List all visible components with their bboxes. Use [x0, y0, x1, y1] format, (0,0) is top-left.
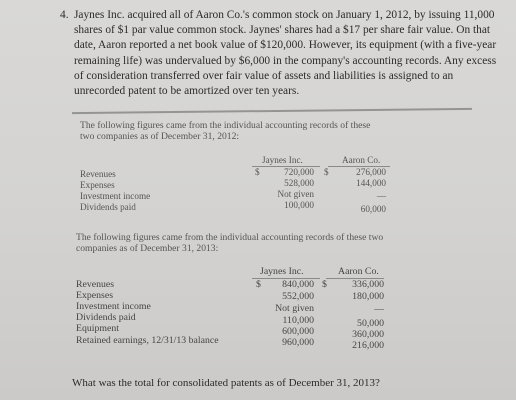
- table-2013: [76, 266, 406, 366]
- dollar-sign: $: [324, 167, 329, 177]
- cell-aaron: 144,000: [356, 178, 386, 188]
- cell-jaynes: 552,000: [282, 291, 314, 302]
- problem-text: Jaynes Inc. acquired all of Aaron Co.'s common stock on January 1, 2012, by issuing 11,000 shares of $1 par value common stock. Jaynes' shares had a $17 per share fair value. On that date, Aaron reported a net book value of $120,000. However, its equipment (with a five-year remaining life) was undervalued by $6,000 in the company's accounting records. Any excess of consideration transferred over fair value of assets and liabilities is assigned to an unrecorded patent to be amortized over ten years.: [74, 9, 497, 98]
- problem-number: 4.: [60, 9, 69, 21]
- pencil-underline: [72, 108, 472, 114]
- cell-jaynes: 960,000: [282, 337, 314, 348]
- cell-aaron: 336,000: [352, 279, 384, 290]
- col-head-aaron: Aaron Co.: [342, 155, 381, 165]
- cell-jaynes: 528,000: [284, 178, 314, 188]
- cell-jaynes: 110,000: [282, 315, 314, 326]
- row-label: Retained earnings, 12/31/13 balance: [76, 335, 219, 346]
- cell-aaron: —: [374, 304, 384, 315]
- problem-statement: [60, 8, 500, 99]
- col-head-jaynes: Jaynes Inc.: [262, 155, 303, 165]
- cell-jaynes: 840,000: [282, 279, 314, 290]
- dollar-sign: $: [322, 279, 327, 290]
- cell-jaynes: 100,000: [284, 200, 314, 210]
- cell-aaron: 216,000: [352, 340, 384, 351]
- cell-jaynes: 600,000: [282, 326, 314, 337]
- cell-aaron: 276,000: [356, 167, 386, 177]
- row-label: Revenues: [76, 279, 115, 290]
- row-label: Expenses: [80, 180, 115, 190]
- cell-aaron: —: [376, 191, 386, 201]
- table-2012: [80, 155, 400, 225]
- table2-intro: The following figures came from the individual accounting records of these two companies as of December 31, 2013:: [76, 232, 384, 254]
- row-label: Equipment: [76, 323, 119, 334]
- question-text: What was the total for consolidated patents as of December 31, 2013?: [72, 377, 380, 389]
- row-label: Investment income: [76, 301, 151, 312]
- table1-intro: The following figures came from the individual accounting records of these two companies as of December 31, 2012:: [80, 120, 371, 142]
- row-label: Revenues: [80, 169, 116, 179]
- row-label: Dividends paid: [76, 312, 136, 323]
- cell-jaynes: Not given: [277, 189, 314, 199]
- col-head-jaynes: Jaynes Inc.: [260, 266, 304, 277]
- dollar-sign: $: [256, 279, 261, 290]
- dollar-sign: $: [255, 167, 260, 177]
- cell-aaron: 60,000: [360, 204, 386, 214]
- cell-aaron: 180,000: [352, 291, 384, 302]
- row-label: Dividends paid: [80, 202, 136, 212]
- row-label: Investment income: [80, 191, 151, 201]
- row-label: Expenses: [76, 290, 114, 301]
- cell-aaron: 50,000: [357, 318, 384, 329]
- col-head-aaron: Aaron Co.: [338, 266, 379, 277]
- cell-jaynes: 720,000: [284, 167, 314, 177]
- cell-jaynes: Not given: [275, 303, 314, 314]
- cell-aaron: 360,000: [352, 329, 384, 340]
